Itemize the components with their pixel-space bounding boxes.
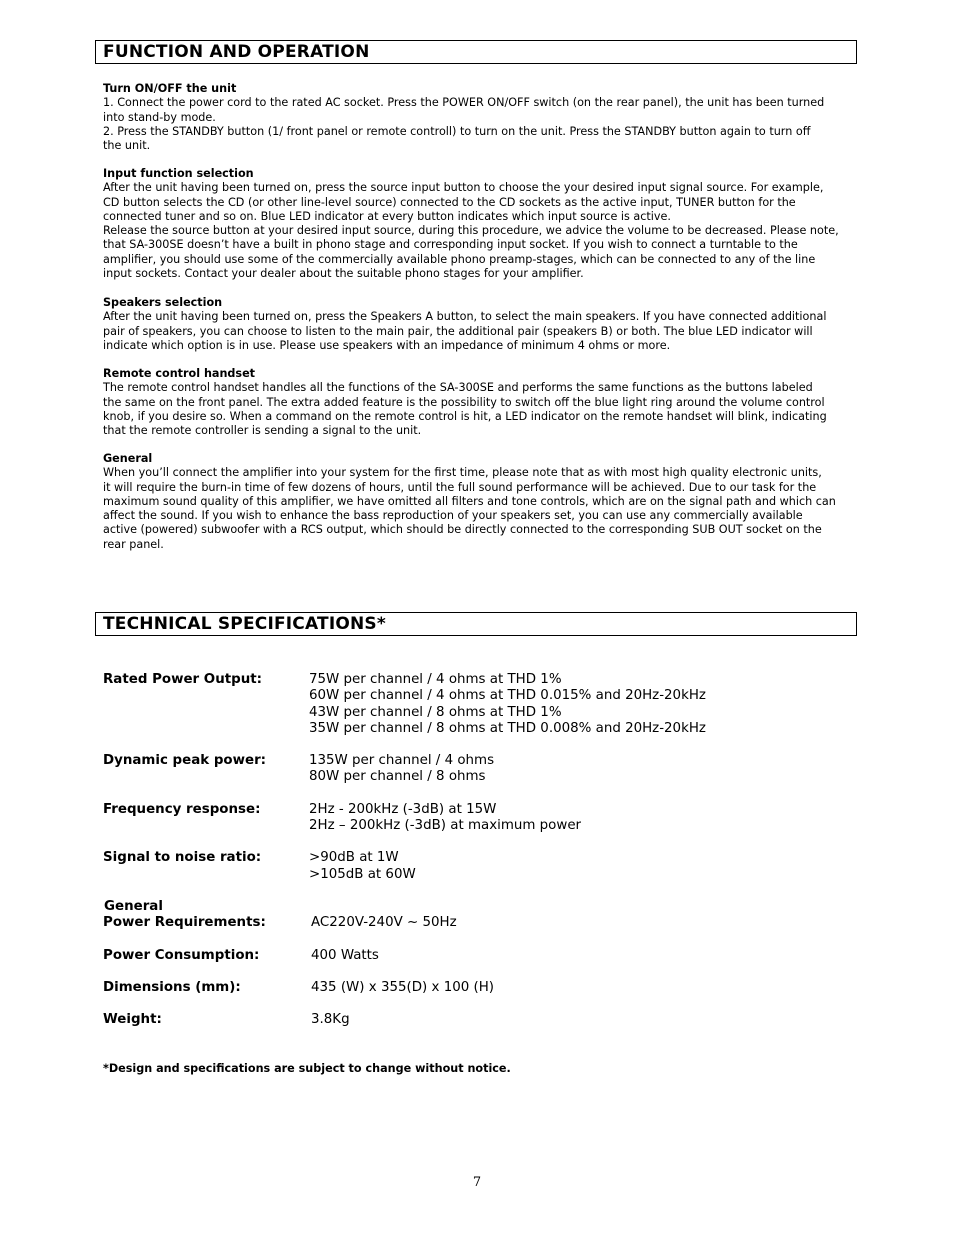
spec-dynamic-peak xyxy=(103,753,855,786)
spec-value: AC220V-240V ~ 50Hz xyxy=(311,915,457,931)
specifications-footnote: *Design and specifications are subject to change without notice. xyxy=(103,1062,511,1075)
section-title: General xyxy=(103,452,153,465)
body-line: the same on the front panel. The extra added feature is the possibility to switch off the blue light ring around the volume control xyxy=(103,395,825,409)
body-line: When you’ll connect the amplifier into your system for the first time, please note that as with most high quality electronic units, xyxy=(103,466,822,480)
technical-specifications-heading: TECHNICAL SPECIFICATIONS* xyxy=(95,612,857,636)
section-title: Remote control handset xyxy=(103,367,256,380)
body-line: The remote control handset handles all the functions of the SA-300SE and performs the same functions as the buttons labeled xyxy=(103,381,813,395)
spec-weight xyxy=(103,1012,855,1028)
turn-on-off-section xyxy=(103,82,855,153)
body-line: maximum sound quality of this amplifier, we have omitted all filters and tone controls, which are on the signal path and which can xyxy=(103,494,836,508)
page-number: 7 xyxy=(472,1175,482,1190)
section-title: Input function selection xyxy=(103,167,254,180)
spec-value: >105dB at 60W xyxy=(309,866,416,882)
spec-value: 43W per channel / 8 ohms at THD 1% xyxy=(309,704,562,720)
body-line: indicate which option is in use. Please use speakers with an impedance of minimum 4 ohms or more. xyxy=(103,338,671,352)
body-line: that SA-300SE doesn’t have a built in phono stage and corresponding input socket. If you wish to connect a turntable to the xyxy=(103,238,798,252)
spec-power-consumption xyxy=(103,948,855,964)
body-line: the unit. xyxy=(103,139,151,153)
spec-value: 400 Watts xyxy=(311,947,379,963)
body-line: affect the sound. If you wish to enhance the bass reproduction of your speakers set, you can use any commercially available xyxy=(103,509,803,523)
body-line: input sockets. Contact your dealer about the suitable phono stages for your amplifier. xyxy=(103,267,584,281)
section-title: Speakers selection xyxy=(103,296,223,309)
body-line: connected tuner and so on. Blue LED indicator at every button indicates which input source is active. xyxy=(103,209,671,223)
spec-label: Weight: xyxy=(103,1012,162,1028)
body-line: CD button selects the CD (or other line-level source) connected to the CD sockets as the active input, TUNER button for the xyxy=(103,195,796,209)
spec-value: 435 (W) x 355(D) x 100 (H) xyxy=(311,979,495,995)
input-selection-section xyxy=(103,167,855,281)
spec-value: 3.8Kg xyxy=(311,1012,350,1028)
spec-signal-noise xyxy=(103,850,855,883)
spec-label: Dimensions (mm): xyxy=(103,979,241,995)
body-line: into stand-by mode. xyxy=(103,110,216,124)
spec-value: 80W per channel / 8 ohms xyxy=(309,769,486,785)
spec-label: Signal to noise ratio: xyxy=(103,850,262,866)
spec-value: 135W per channel / 4 ohms xyxy=(309,753,495,769)
spec-label: General xyxy=(104,898,163,914)
spec-power-requirements xyxy=(103,915,855,931)
spec-value: >90dB at 1W xyxy=(309,850,399,866)
section-title: Turn ON/OFF the unit xyxy=(103,82,237,95)
body-line: After the unit having been turned on, press the Speakers A button, to select the main speakers. If you have connected additional xyxy=(103,310,827,324)
body-line: 1. Connect the power cord to the rated AC socket. Press the POWER ON/OFF switch (on the rear panel), the unit has been turned xyxy=(103,96,825,110)
spec-rated-power xyxy=(103,672,855,737)
body-line: active (powered) subwoofer with a RCS output, which should be directly connected to the corresponding SUB OUT socket on the xyxy=(103,523,822,537)
spec-value: 35W per channel / 8 ohms at THD 0.008% and 20Hz-20kHz xyxy=(309,720,706,736)
body-line: knob, if you desire so. When a command on the remote control is hit, a LED indicator on the remote handset will blink, indicating xyxy=(103,409,827,423)
spec-label: Power Requirements: xyxy=(103,915,266,931)
spec-label: Rated Power Output: xyxy=(103,672,263,687)
spec-frequency-response xyxy=(103,802,855,835)
body-line: 2. Press the STANDBY button (1/ front panel or remote controll) to turn on the unit. Press the STANDBY button again to turn off xyxy=(103,124,811,138)
body-line: that the remote controller is sending a signal to the unit. xyxy=(103,424,422,438)
spec-dimensions xyxy=(103,980,855,996)
spec-general-heading xyxy=(103,899,855,915)
spec-value: 2Hz – 200kHz (-3dB) at maximum power xyxy=(309,818,582,834)
spec-label: Power Consumption: xyxy=(103,947,260,963)
specifications-list xyxy=(103,672,855,1028)
body-line: it will require the burn-in time of few dozens of hours, until the full sound performance will be achieved. Due to our task for the xyxy=(103,480,817,494)
body-line: rear panel. xyxy=(103,537,164,551)
spec-label: Frequency response: xyxy=(103,801,261,817)
body-line: After the unit having been turned on, press the source input button to choose the your desired input signal source. For example, xyxy=(103,181,824,195)
spec-label: Dynamic peak power: xyxy=(103,753,267,769)
remote-control-section xyxy=(103,367,855,438)
spec-value: 2Hz - 200kHz (-3dB) at 15W xyxy=(309,801,497,817)
body-line: Release the source button at your desired input source, during this procedure, we advice the volume to be decreased. Please note, xyxy=(103,224,839,238)
body-line: pair of speakers, you can choose to listen to the main pair, the additional pair (speakers B) or both. The blue LED indicator will xyxy=(103,324,813,338)
spec-value: 75W per channel / 4 ohms at THD 1% xyxy=(309,672,562,687)
body-line: amplifier, you should use some of the commercially available phono preamp-stages, which can be connected to any of the line xyxy=(103,252,816,266)
function-operation-heading: FUNCTION AND OPERATION xyxy=(95,40,857,64)
spec-value: 60W per channel / 4 ohms at THD 0.015% and 20Hz-20kHz xyxy=(309,688,706,704)
general-section xyxy=(103,452,855,552)
speakers-selection-section xyxy=(103,296,855,353)
